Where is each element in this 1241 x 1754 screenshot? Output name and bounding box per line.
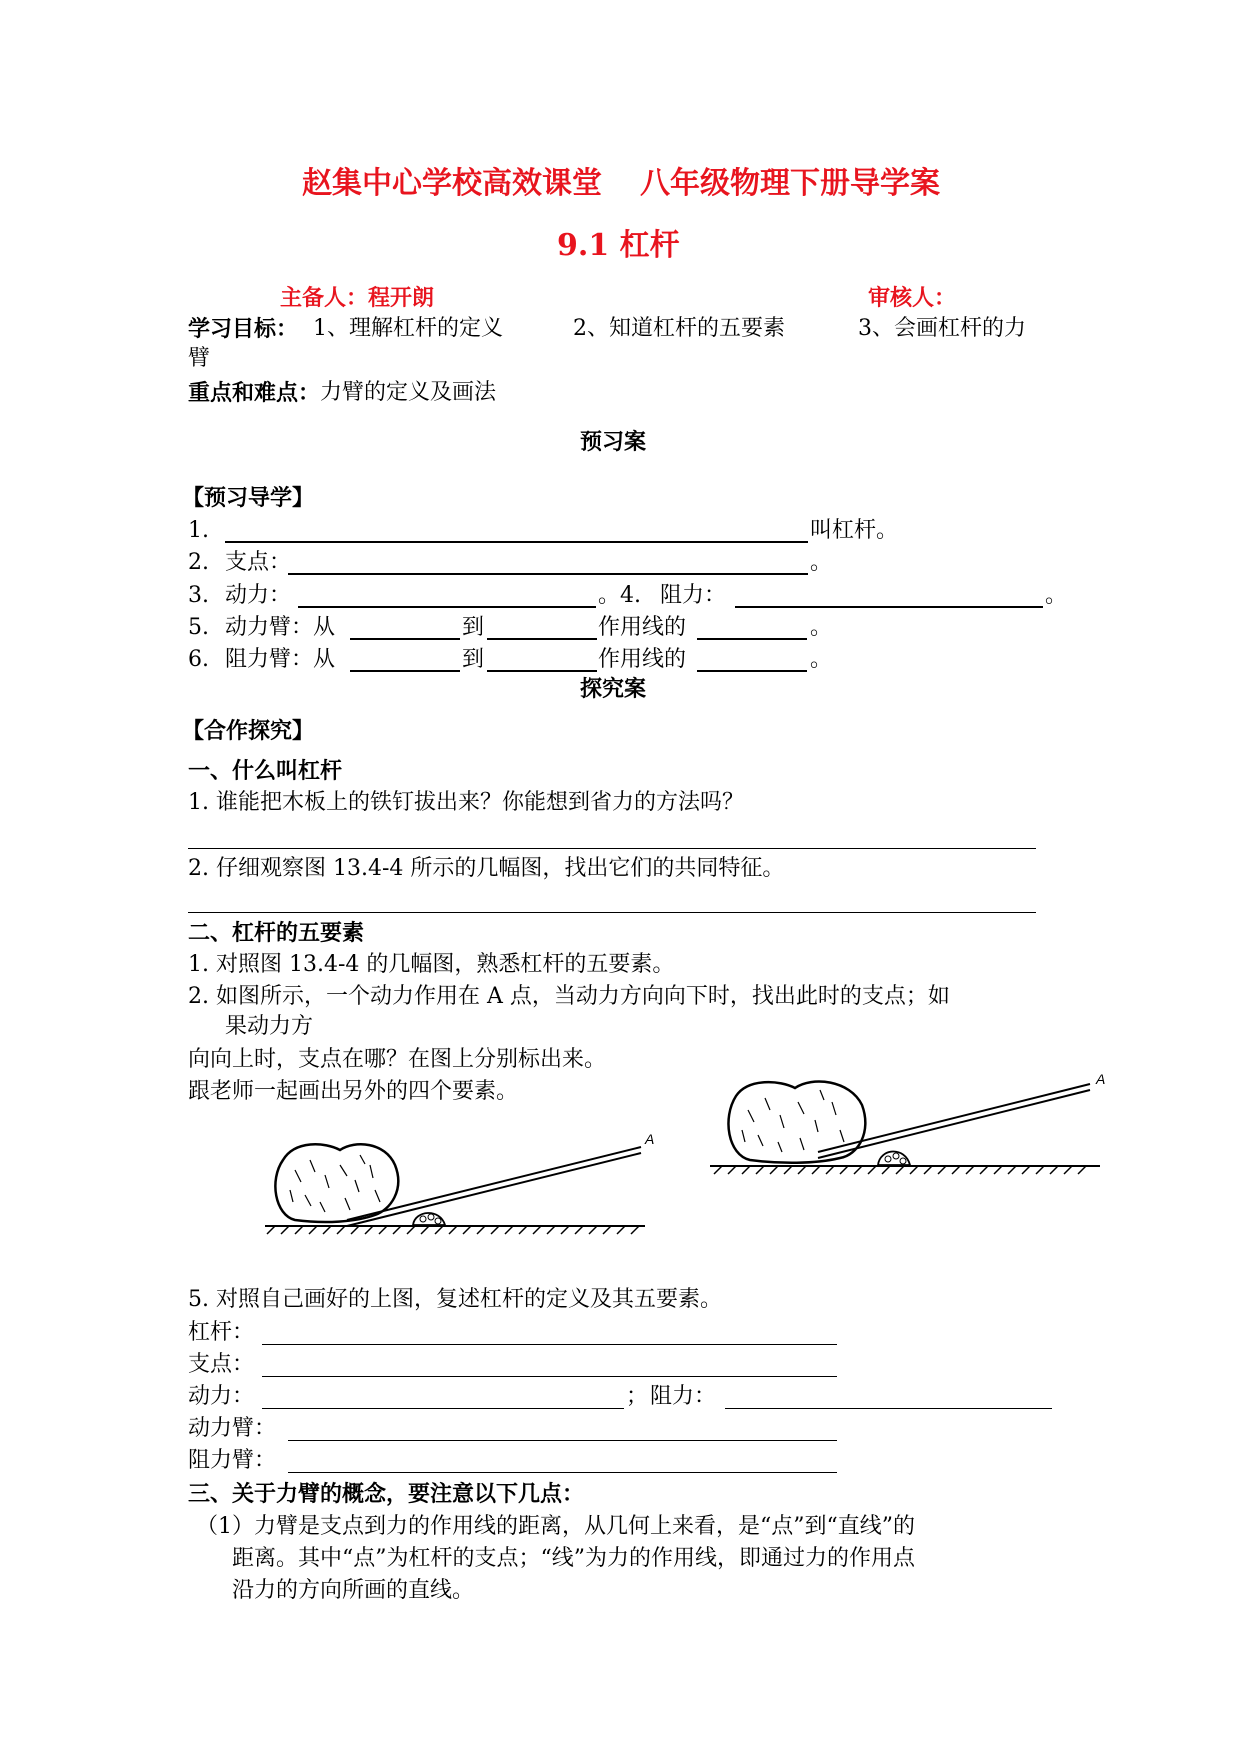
- preview-bracket-title: 【预习导学】: [182, 485, 315, 511]
- preview-q2-blank[interactable]: [288, 573, 808, 575]
- preview-q2-end: 。: [810, 550, 833, 575]
- section1-q2-answer-line[interactable]: [188, 912, 1036, 913]
- key-points-label: 重点和难点：: [188, 380, 321, 406]
- preview-q5-to: 到: [462, 615, 485, 640]
- objective-1: 1、理解杠杆的定义: [313, 316, 503, 341]
- lesson-title: 9.1 杠杆: [557, 228, 680, 263]
- section2-q2-line2: 果动力方: [225, 1014, 314, 1039]
- section1-q1-answer-line[interactable]: [188, 848, 1036, 849]
- preview-q6-blank-from[interactable]: [350, 670, 460, 672]
- preview-q4-label: 阻力：: [660, 583, 727, 608]
- preview-q5-end: 。: [810, 615, 833, 640]
- key-points-text: 力臂的定义及画法: [320, 380, 497, 405]
- preview-q1-num: 1.: [188, 518, 209, 543]
- preview-q3-end: 。: [1045, 583, 1068, 608]
- objective-3: 3、会画杠杆的力: [858, 316, 1026, 341]
- preview-q6-num: 6.: [188, 647, 209, 672]
- preview-q5-blank-to[interactable]: [487, 638, 597, 640]
- preview-q6-blank-to[interactable]: [487, 670, 597, 672]
- point-a-label: A: [1096, 1071, 1106, 1087]
- fulcrum-label: 支点：: [188, 1352, 255, 1377]
- section3-p1-line2: 距离。其中“点”为杠杆的支点；“线”为力的作用线，即通过力的作用点: [232, 1546, 915, 1571]
- load-blank[interactable]: [725, 1408, 1052, 1409]
- preview-q6-line: 作用线的: [598, 647, 687, 672]
- preview-q2-label: 支点：: [225, 550, 292, 575]
- lever-label: 杠杆：: [188, 1320, 255, 1345]
- objectives-label: 学习目标：: [188, 316, 299, 342]
- load-separator: ；: [626, 1384, 649, 1409]
- effort-blank[interactable]: [262, 1408, 624, 1409]
- preview-q4-blank[interactable]: [735, 606, 1043, 608]
- section2-q2-line3: 向向上时，支点在哪？在图上分别标出来。: [188, 1047, 607, 1072]
- effort-label: 动力：: [188, 1384, 255, 1409]
- preview-q3-mid: 。4.: [598, 583, 641, 608]
- section2-q2-line1: 2. 如图所示，一个动力作用在 A 点，当动力方向向下时，找出此时的支点；如: [188, 984, 950, 1009]
- preview-q2-num: 2.: [188, 550, 209, 575]
- effort-arm-label: 动力臂：: [188, 1416, 277, 1441]
- section1-q1: 1. 谁能把木板上的铁钉拔出来？你能想到省力的方法吗？: [188, 790, 744, 815]
- preview-q3-num: 3.: [188, 583, 209, 608]
- section1-title: 一、什么叫杠杆: [188, 758, 343, 784]
- lever-figure-1: [255, 1120, 655, 1240]
- explore-bracket-title: 【合作探究】: [182, 718, 315, 744]
- preview-q5-num: 5.: [188, 615, 209, 640]
- preview-q6-to: 到: [462, 647, 485, 672]
- section2-q1: 1. 对照图 13.4-4 的几幅图，熟悉杠杆的五要素。: [188, 952, 675, 977]
- preview-heading: 预习案: [580, 429, 647, 455]
- section3-p1-line3: 沿力的方向所画的直线。: [232, 1578, 475, 1603]
- preview-q1-blank[interactable]: [225, 541, 808, 543]
- preview-q6-label: 阻力臂：从: [225, 647, 336, 672]
- load-arm-label: 阻力臂：: [188, 1448, 277, 1473]
- load-arm-blank[interactable]: [288, 1472, 837, 1473]
- preview-q5-blank-distance[interactable]: [697, 638, 807, 640]
- section1-q2: 2. 仔细观察图 13.4-4 所示的几幅图，找出它们的共同特征。: [188, 856, 785, 881]
- lever-figure-2: [700, 1060, 1120, 1180]
- objective-2: 2、知道杠杆的五要素: [573, 316, 785, 341]
- point-a-label: A: [645, 1131, 655, 1147]
- explore-heading: 探究案: [580, 676, 647, 702]
- preview-q5-line: 作用线的: [598, 615, 687, 640]
- load-label: 阻力：: [650, 1384, 717, 1409]
- preview-q6-end: 。: [810, 647, 833, 672]
- section2-title: 二、杠杆的五要素: [188, 920, 365, 946]
- preview-q3-blank[interactable]: [298, 606, 596, 608]
- preview-q1-suffix: 叫杠杆。: [810, 518, 899, 543]
- preview-q6-blank-distance[interactable]: [697, 670, 807, 672]
- fulcrum-blank[interactable]: [262, 1376, 837, 1377]
- reviewer: 审核人：: [868, 285, 957, 311]
- course-title: 八年级物理下册导学案: [640, 166, 940, 201]
- preview-q5-blank-from[interactable]: [350, 638, 460, 640]
- section2-q2-line4: 跟老师一起画出另外的四个要素。: [188, 1079, 519, 1104]
- objective-wrap: 臂: [188, 346, 211, 371]
- section3-p1-line1: （1）力臂是支点到力的作用线的距离，从几何上来看，是“点”到“直线”的: [196, 1514, 915, 1539]
- preparer: 主备人：程开朗: [280, 285, 435, 311]
- lever-blank[interactable]: [262, 1344, 837, 1345]
- effort-arm-blank[interactable]: [288, 1440, 837, 1441]
- school-title: 赵集中心学校高效课堂: [302, 166, 602, 201]
- section3-title: 三、关于力臂的概念，要注意以下几点：: [188, 1481, 585, 1507]
- section2-q5: 5. 对照自己画好的上图，复述杠杆的定义及其五要素。: [188, 1287, 722, 1312]
- preview-q3-label: 动力：: [225, 583, 292, 608]
- preview-q5-label: 动力臂：从: [225, 615, 336, 640]
